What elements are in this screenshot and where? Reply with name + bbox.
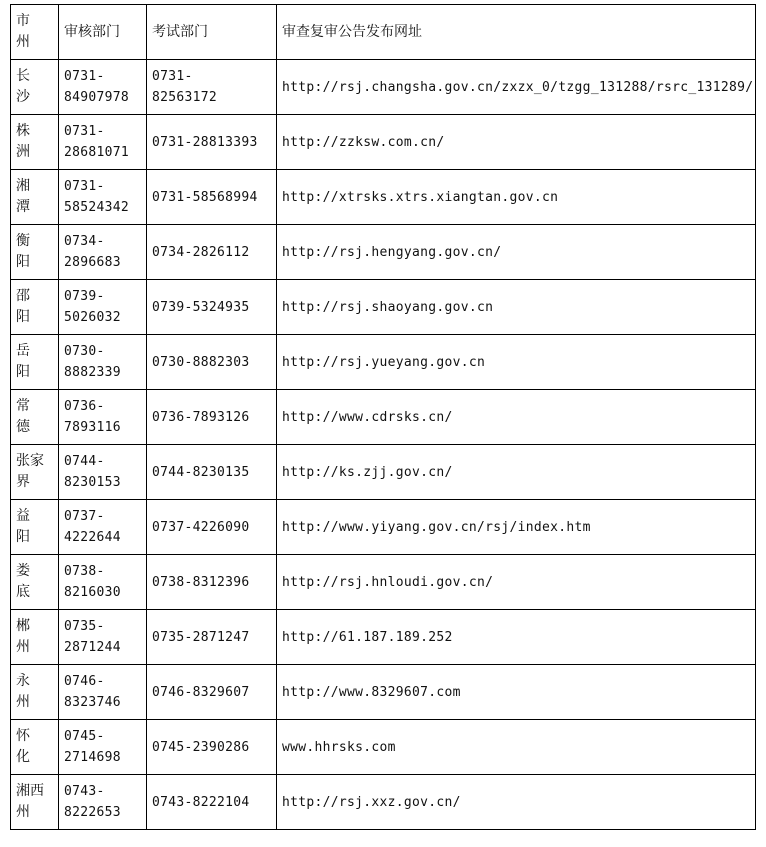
cell-city-line: 湘 bbox=[16, 178, 30, 194]
table-row bbox=[11, 610, 756, 665]
cell-exam-phone-line: 0744-8230135 bbox=[152, 464, 250, 480]
cell-exam-phone bbox=[147, 60, 277, 115]
cell-review-phone-line: 2896683 bbox=[64, 255, 121, 270]
cell-review-phone-line: 0746- bbox=[64, 674, 105, 689]
cell-exam-phone bbox=[147, 775, 277, 830]
cell-city-line: 益 bbox=[16, 508, 30, 524]
table-row bbox=[11, 60, 756, 115]
cell-exam-phone bbox=[147, 665, 277, 720]
cell-review-phone bbox=[59, 60, 147, 115]
cell-review-phone-line: 0738- bbox=[64, 564, 105, 579]
cell-exam-phone-line: 0746-8329607 bbox=[152, 684, 250, 700]
cell-city-line: 州 bbox=[16, 694, 30, 710]
cell-city bbox=[11, 665, 59, 720]
cell-city bbox=[11, 775, 59, 830]
cell-city bbox=[11, 500, 59, 555]
cell-review-phone-line: 0743- bbox=[64, 784, 105, 799]
contact-table bbox=[10, 4, 756, 830]
cell-review-phone bbox=[59, 170, 147, 225]
table-row bbox=[11, 390, 756, 445]
cell-exam-phone bbox=[147, 335, 277, 390]
cell-city-line: 岳 bbox=[16, 343, 30, 359]
cell-review-phone-line: 0730- bbox=[64, 344, 105, 359]
table-row bbox=[11, 665, 756, 720]
cell-exam-phone bbox=[147, 445, 277, 500]
cell-city-line: 阳 bbox=[16, 364, 30, 380]
cell-review-phone-line: 4222644 bbox=[64, 530, 121, 545]
cell-city-line: 底 bbox=[16, 584, 30, 600]
cell-review-phone-line: 8216030 bbox=[64, 585, 121, 600]
cell-city-line: 州 bbox=[16, 804, 30, 820]
header-city bbox=[11, 5, 59, 60]
header-url: 审查复审公告发布网址 bbox=[277, 5, 756, 60]
cell-exam-phone bbox=[147, 225, 277, 280]
table-row bbox=[11, 775, 756, 830]
cell-exam-phone-line: 0734-2826112 bbox=[152, 244, 250, 260]
cell-review-phone-line: 0745- bbox=[64, 729, 105, 744]
table-row bbox=[11, 225, 756, 280]
cell-city-line: 洲 bbox=[16, 144, 30, 160]
cell-review-phone-line: 0734- bbox=[64, 234, 105, 249]
cell-review-phone-line: 0731- bbox=[64, 124, 105, 139]
cell-city-line: 娄 bbox=[16, 563, 30, 579]
header-review-dept: 审核部门 bbox=[59, 5, 147, 60]
cell-review-phone-line: 84907978 bbox=[64, 90, 130, 105]
cell-city-line: 州 bbox=[16, 639, 30, 655]
cell-exam-phone-line: 0731- bbox=[152, 69, 193, 84]
table-row bbox=[11, 500, 756, 555]
table-row bbox=[11, 445, 756, 500]
cell-review-phone-line: 0737- bbox=[64, 509, 105, 524]
cell-city-line: 怀 bbox=[16, 728, 30, 744]
header-exam-dept: 考试部门 bbox=[147, 5, 277, 60]
cell-exam-phone-line: 0735-2871247 bbox=[152, 629, 250, 645]
cell-city-line: 永 bbox=[16, 673, 30, 689]
cell-city-line: 界 bbox=[16, 474, 30, 490]
header-city-line: 市 bbox=[16, 13, 30, 29]
cell-city-line: 长 bbox=[16, 68, 30, 84]
cell-exam-phone bbox=[147, 555, 277, 610]
cell-exam-phone bbox=[147, 610, 277, 665]
cell-url[interactable]: http://rsj.shaoyang.gov.cn bbox=[277, 280, 756, 335]
cell-city-line: 阳 bbox=[16, 254, 30, 270]
cell-url[interactable]: http://www.yiyang.gov.cn/rsj/index.htm bbox=[277, 500, 756, 555]
cell-review-phone bbox=[59, 775, 147, 830]
cell-city-line: 株 bbox=[16, 123, 30, 139]
table-row bbox=[11, 170, 756, 225]
cell-review-phone bbox=[59, 390, 147, 445]
cell-city-line: 阳 bbox=[16, 529, 30, 545]
cell-review-phone bbox=[59, 500, 147, 555]
cell-review-phone-line: 58524342 bbox=[64, 200, 130, 215]
cell-city bbox=[11, 335, 59, 390]
cell-exam-phone-line: 0730-8882303 bbox=[152, 354, 250, 370]
cell-city-line: 郴 bbox=[16, 618, 30, 634]
cell-exam-phone-line: 0739-5324935 bbox=[152, 299, 250, 315]
cell-url[interactable]: http://rsj.yueyang.gov.cn bbox=[277, 335, 756, 390]
cell-url[interactable]: http://xtrsks.xtrs.xiangtan.gov.cn bbox=[277, 170, 756, 225]
cell-review-phone bbox=[59, 555, 147, 610]
cell-city bbox=[11, 280, 59, 335]
cell-url[interactable]: http://ks.zjj.gov.cn/ bbox=[277, 445, 756, 500]
cell-city-line: 衡 bbox=[16, 233, 30, 249]
cell-review-phone-line: 8222653 bbox=[64, 805, 121, 820]
cell-review-phone bbox=[59, 225, 147, 280]
cell-review-phone bbox=[59, 115, 147, 170]
cell-exam-phone-line: 0745-2390286 bbox=[152, 739, 250, 755]
cell-city bbox=[11, 610, 59, 665]
cell-review-phone-line: 7893116 bbox=[64, 420, 121, 435]
cell-exam-phone-line: 0737-4226090 bbox=[152, 519, 250, 535]
cell-review-phone-line: 0731- bbox=[64, 179, 105, 194]
table-row bbox=[11, 555, 756, 610]
cell-review-phone-line: 28681071 bbox=[64, 145, 130, 160]
cell-url[interactable]: http://rsj.changsha.gov.cn/zxzx_0/tzgg_131288/rsrc_131289/ bbox=[277, 60, 756, 115]
cell-city bbox=[11, 60, 59, 115]
cell-review-phone-line: 2871244 bbox=[64, 640, 121, 655]
cell-review-phone-line: 0739- bbox=[64, 289, 105, 304]
cell-exam-phone bbox=[147, 115, 277, 170]
table-row bbox=[11, 720, 756, 775]
cell-exam-phone-line: 0731-58568994 bbox=[152, 189, 258, 205]
cell-review-phone-line: 0744- bbox=[64, 454, 105, 469]
header-city-line: 州 bbox=[16, 34, 30, 50]
cell-city-line: 邵 bbox=[16, 288, 30, 304]
table-row bbox=[11, 280, 756, 335]
cell-url[interactable]: http://zzksw.com.cn/ bbox=[277, 115, 756, 170]
cell-exam-phone-line: 0736-7893126 bbox=[152, 409, 250, 425]
cell-review-phone-line: 5026032 bbox=[64, 310, 121, 325]
cell-review-phone-line: 2714698 bbox=[64, 750, 121, 765]
table-container bbox=[10, 4, 756, 830]
cell-city bbox=[11, 115, 59, 170]
cell-review-phone bbox=[59, 335, 147, 390]
cell-exam-phone-line: 82563172 bbox=[152, 90, 218, 105]
cell-review-phone-line: 0731- bbox=[64, 69, 105, 84]
cell-url[interactable]: http://www.cdrsks.cn/ bbox=[277, 390, 756, 445]
cell-exam-phone bbox=[147, 720, 277, 775]
cell-exam-phone-line: 0743-8222104 bbox=[152, 794, 250, 810]
cell-city bbox=[11, 445, 59, 500]
cell-city bbox=[11, 390, 59, 445]
cell-exam-phone-line: 0731-28813393 bbox=[152, 134, 258, 150]
cell-city-line: 湘西 bbox=[16, 783, 44, 799]
cell-url[interactable]: http://rsj.hengyang.gov.cn/ bbox=[277, 225, 756, 280]
cell-city bbox=[11, 720, 59, 775]
cell-city bbox=[11, 170, 59, 225]
cell-city bbox=[11, 225, 59, 280]
cell-review-phone bbox=[59, 445, 147, 500]
cell-url[interactable]: www.hhrsks.com bbox=[277, 720, 756, 775]
cell-city-line: 常 bbox=[16, 398, 30, 414]
cell-city-line: 化 bbox=[16, 749, 30, 765]
cell-exam-phone bbox=[147, 500, 277, 555]
cell-exam-phone bbox=[147, 390, 277, 445]
cell-city bbox=[11, 555, 59, 610]
cell-city-line: 张家 bbox=[16, 453, 44, 469]
cell-url[interactable]: http://61.187.189.252 bbox=[277, 610, 756, 665]
cell-review-phone-line: 0736- bbox=[64, 399, 105, 414]
cell-city-line: 德 bbox=[16, 419, 30, 435]
cell-exam-phone bbox=[147, 170, 277, 225]
table-row bbox=[11, 115, 756, 170]
table-body bbox=[11, 60, 756, 830]
cell-review-phone-line: 0735- bbox=[64, 619, 105, 634]
cell-exam-phone bbox=[147, 280, 277, 335]
cell-url[interactable]: http://www.8329607.com bbox=[277, 665, 756, 720]
cell-url[interactable]: http://rsj.hnloudi.gov.cn/ bbox=[277, 555, 756, 610]
header-row bbox=[11, 5, 756, 60]
cell-review-phone bbox=[59, 665, 147, 720]
cell-url[interactable]: http://rsj.xxz.gov.cn/ bbox=[277, 775, 756, 830]
table-row bbox=[11, 335, 756, 390]
cell-exam-phone-line: 0738-8312396 bbox=[152, 574, 250, 590]
cell-city-line: 沙 bbox=[16, 89, 30, 105]
cell-city-line: 潭 bbox=[16, 199, 30, 215]
cell-city-line: 阳 bbox=[16, 309, 30, 325]
cell-review-phone bbox=[59, 720, 147, 775]
cell-review-phone-line: 8882339 bbox=[64, 365, 121, 380]
cell-review-phone-line: 8323746 bbox=[64, 695, 121, 710]
cell-review-phone-line: 8230153 bbox=[64, 475, 121, 490]
cell-review-phone bbox=[59, 280, 147, 335]
cell-review-phone bbox=[59, 610, 147, 665]
